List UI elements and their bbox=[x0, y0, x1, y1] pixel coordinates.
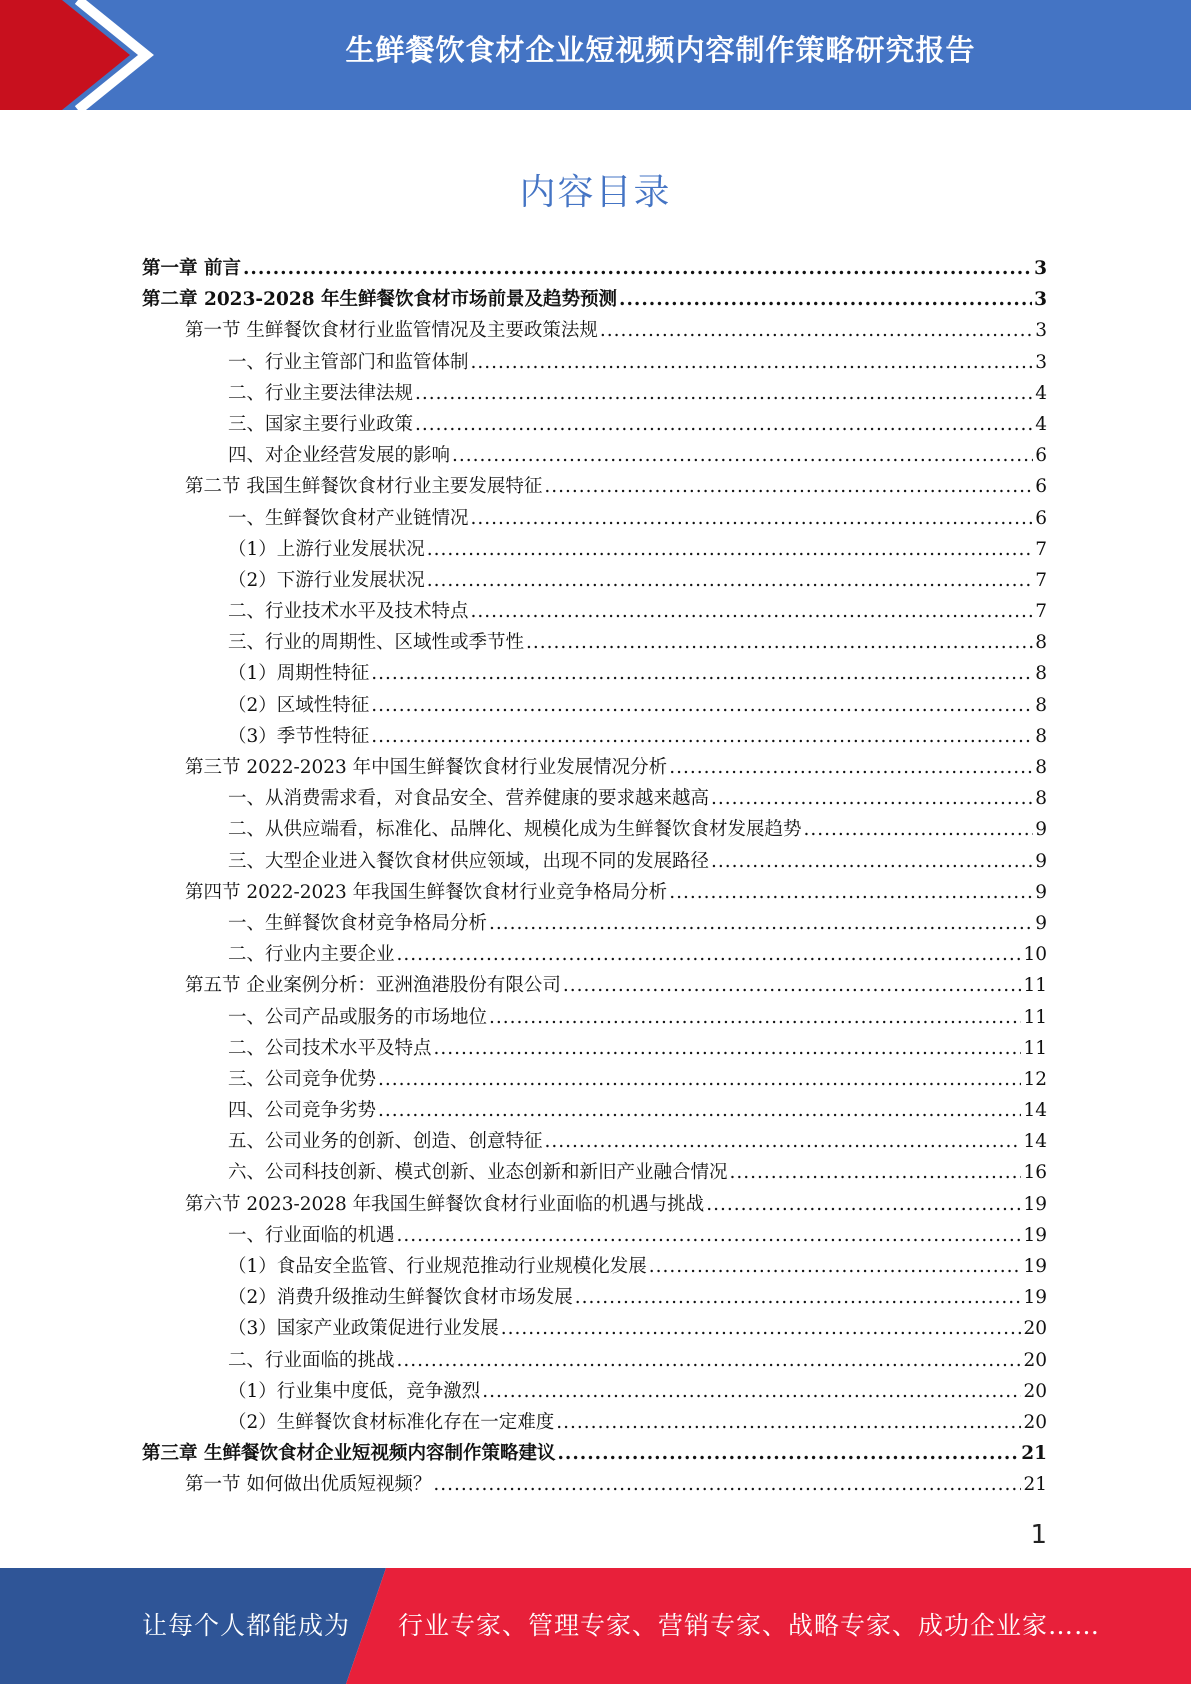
toc-entry-page: 8 bbox=[1035, 663, 1047, 685]
toc-entry-page: 20 bbox=[1023, 1318, 1047, 1340]
toc-entry[interactable] bbox=[142, 1221, 1047, 1252]
page-footer bbox=[0, 1568, 1191, 1684]
toc-entry[interactable] bbox=[142, 285, 1047, 316]
toc-entry-page: 14 bbox=[1023, 1131, 1047, 1153]
toc-entry-page: 8 bbox=[1035, 725, 1047, 747]
toc-entry-page: 7 bbox=[1035, 569, 1047, 591]
page-header bbox=[0, 0, 1191, 110]
toc-entry-page: 3 bbox=[1035, 351, 1047, 373]
toc-entry[interactable] bbox=[142, 566, 1047, 597]
toc-entry-page: 8 bbox=[1035, 694, 1047, 716]
toc-dot-leader bbox=[243, 258, 1032, 279]
toc-entry-title: 三、大型企业进入餐饮食材供应领域，出现不同的发展路径 bbox=[228, 850, 710, 872]
toc-entry[interactable] bbox=[142, 1065, 1047, 1096]
toc-entry-page: 14 bbox=[1023, 1100, 1047, 1122]
toc-entry-page: 6 bbox=[1035, 507, 1047, 529]
toc-dot-leader bbox=[482, 1381, 1021, 1402]
toc-entry-title: 一、生鲜餐饮食材产业链情况 bbox=[228, 507, 469, 529]
toc-entry[interactable] bbox=[142, 316, 1047, 347]
toc-dot-leader bbox=[711, 788, 1033, 809]
toc-entry-page: 9 bbox=[1035, 881, 1047, 903]
toc-entry-page: 9 bbox=[1035, 912, 1047, 934]
toc-dot-leader bbox=[397, 944, 1022, 965]
toc-entry-page: 20 bbox=[1023, 1380, 1047, 1402]
toc-entry-page: 11 bbox=[1023, 1006, 1047, 1028]
toc-entry-title: （2）下游行业发展状况 bbox=[228, 569, 425, 591]
toc-dot-leader bbox=[804, 819, 1034, 840]
toc-entry-title: （1）周期性特征 bbox=[228, 663, 370, 685]
toc-entry-title: 第三章 生鲜餐饮食材企业短视频内容制作策略建议 bbox=[142, 1443, 556, 1465]
toc-entry[interactable] bbox=[142, 722, 1047, 753]
toc-entry-title: （2）区域性特征 bbox=[228, 694, 370, 716]
toc-entry-title: （3）国家产业政策促进行业发展 bbox=[228, 1318, 499, 1340]
toc-entry-title: 第二节 我国生鲜餐饮食材行业主要发展特征 bbox=[185, 476, 543, 498]
header-title: 生鲜餐饮食材企业短视频内容制作策略研究报告 bbox=[345, 33, 976, 67]
toc-entry[interactable] bbox=[142, 254, 1047, 285]
toc-entry-title: （1）食品安全监管、行业规范推动行业规模化发展 bbox=[228, 1256, 647, 1277]
toc-entry[interactable] bbox=[142, 1127, 1047, 1158]
toc-dot-leader bbox=[378, 1069, 1021, 1090]
toc-dot-leader bbox=[526, 632, 1033, 653]
toc-entry-page: 8 bbox=[1035, 757, 1047, 778]
toc-entry-title: 第一节 如何做出优质短视频？ bbox=[185, 1474, 432, 1496]
toc-entry[interactable] bbox=[142, 847, 1047, 878]
toc-dot-leader bbox=[471, 352, 1034, 373]
page-number: 1 bbox=[1030, 1520, 1047, 1550]
toc-entry-title: 二、从供应端看，标准化、品牌化、规模化成为生鲜餐饮食材发展趋势 bbox=[228, 819, 802, 841]
toc-entry[interactable] bbox=[142, 784, 1047, 815]
toc-entry-title: 第一章 前言 bbox=[142, 258, 241, 279]
toc-entry[interactable] bbox=[142, 1470, 1047, 1501]
toc-entry[interactable] bbox=[142, 909, 1047, 940]
toc-entry-title: （2）消费升级推动生鲜餐饮食材市场发展 bbox=[228, 1287, 573, 1309]
toc-dot-leader bbox=[711, 851, 1033, 872]
toc-entry[interactable] bbox=[142, 1252, 1047, 1283]
toc-entry[interactable] bbox=[142, 472, 1047, 503]
toc-entry[interactable] bbox=[142, 628, 1047, 659]
toc-entry[interactable] bbox=[142, 1377, 1047, 1408]
toc-dot-leader bbox=[471, 601, 1034, 622]
toc-entry-page: 4 bbox=[1035, 382, 1047, 404]
toc-dot-leader bbox=[397, 1225, 1022, 1246]
toc-entry-page: 20 bbox=[1023, 1349, 1047, 1371]
toc-entry-page: 10 bbox=[1023, 944, 1047, 966]
toc-dot-leader bbox=[452, 445, 1033, 466]
toc-entry-page: 19 bbox=[1023, 1193, 1047, 1215]
toc-entry-page: 6 bbox=[1035, 445, 1047, 467]
toc-dot-leader bbox=[471, 508, 1034, 529]
toc-entry-title: 第二章 2023-2028 年生鲜餐饮食材市场前景及趋势预测 bbox=[142, 289, 618, 311]
toc-entry-page: 11 bbox=[1023, 975, 1047, 997]
toc-dot-leader bbox=[371, 695, 1033, 716]
toc-entry[interactable] bbox=[142, 1003, 1047, 1034]
toc-entry-title: 二、公司技术水平及特点 bbox=[228, 1037, 432, 1059]
toc-entry-title: 第六节 2023-2028 年我国生鲜餐饮食材行业面临的机遇与挑战 bbox=[185, 1193, 705, 1215]
toc-entry[interactable] bbox=[142, 504, 1047, 535]
toc-entry-title: （3）季节性特征 bbox=[228, 725, 370, 747]
toc-entry-page: 20 bbox=[1023, 1411, 1047, 1433]
toc-dot-leader bbox=[434, 1038, 1022, 1059]
toc-entry-page: 8 bbox=[1035, 788, 1047, 810]
toc-dot-leader bbox=[557, 1443, 1019, 1464]
toc-entry-page: 7 bbox=[1035, 538, 1047, 560]
toc-entry-page: 3 bbox=[1034, 289, 1047, 311]
toc-entry-title: 五、公司业务的创新、创造、创意特征 bbox=[228, 1131, 543, 1153]
toc-entry-page: 21 bbox=[1023, 1474, 1047, 1496]
toc-entry-title: 三、国家主要行业政策 bbox=[228, 413, 414, 435]
footer-slogan-right: 行业专家、管理专家、营销专家、战略专家、成功企业家…… bbox=[398, 1611, 1101, 1640]
toc-entry[interactable] bbox=[142, 441, 1047, 472]
toc-dot-leader bbox=[489, 1007, 1021, 1028]
toc-entry[interactable] bbox=[142, 1283, 1047, 1314]
toc-dot-leader bbox=[397, 1350, 1022, 1371]
toc-dot-leader bbox=[669, 757, 1033, 778]
toc-dot-leader bbox=[544, 476, 1033, 497]
toc-entry[interactable] bbox=[142, 1439, 1047, 1470]
toc-dot-leader bbox=[575, 1287, 1022, 1308]
toc-dot-leader bbox=[730, 1162, 1022, 1183]
toc-dot-leader bbox=[501, 1318, 1022, 1339]
toc-dot-leader bbox=[563, 975, 1022, 996]
toc-entry[interactable] bbox=[142, 379, 1047, 410]
toc-entry[interactable] bbox=[142, 691, 1047, 722]
toc-entry[interactable] bbox=[142, 1408, 1047, 1439]
toc-dot-leader bbox=[427, 539, 1033, 560]
toc-dot-leader bbox=[706, 1194, 1021, 1215]
toc-dot-leader bbox=[415, 383, 1033, 404]
toc-entry-page: 8 bbox=[1035, 632, 1047, 654]
toc-entry-page: 4 bbox=[1035, 413, 1047, 435]
toc-entry[interactable] bbox=[142, 1346, 1047, 1377]
toc-entry-title: 四、公司竞争劣势 bbox=[228, 1100, 377, 1122]
toc-dot-leader bbox=[556, 1412, 1021, 1433]
table-of-contents bbox=[142, 254, 1047, 1502]
toc-entry-title: 三、行业的周期性、区域性或季节性 bbox=[228, 632, 525, 654]
toc-entry-title: 二、行业主要法律法规 bbox=[228, 382, 414, 404]
toc-entry-title: 一、行业面临的机遇 bbox=[228, 1224, 395, 1246]
toc-entry-title: 二、行业技术水平及技术特点 bbox=[228, 601, 469, 623]
toc-entry[interactable] bbox=[142, 815, 1047, 846]
toc-entry-page: 9 bbox=[1035, 850, 1047, 872]
toc-entry-title: （1）上游行业发展状况 bbox=[228, 538, 425, 560]
toc-entry-page: 3 bbox=[1035, 320, 1047, 342]
toc-entry[interactable] bbox=[142, 1158, 1047, 1189]
toc-dot-leader bbox=[427, 570, 1033, 591]
toc-entry-page: 21 bbox=[1021, 1443, 1047, 1465]
toc-entry-title: 第四节 2022-2023 年我国生鲜餐饮食材行业竞争格局分析 bbox=[185, 881, 668, 903]
toc-entry-title: 三、公司竞争优势 bbox=[228, 1068, 377, 1090]
toc-entry[interactable] bbox=[142, 878, 1047, 909]
toc-entry[interactable] bbox=[142, 597, 1047, 628]
toc-entry[interactable] bbox=[142, 535, 1047, 566]
toc-entry-title: 一、生鲜餐饮食材竞争格局分析 bbox=[228, 912, 488, 934]
toc-entry-page: 9 bbox=[1035, 819, 1047, 841]
toc-entry[interactable] bbox=[142, 940, 1047, 971]
toc-entry-title: 一、行业主管部门和监管体制 bbox=[228, 351, 469, 373]
toc-entry[interactable] bbox=[142, 1314, 1047, 1345]
toc-entry-title: 第一节 生鲜餐饮食材行业监管情况及主要政策法规 bbox=[185, 320, 598, 342]
toc-entry-page: 19 bbox=[1023, 1256, 1047, 1277]
toc-entry-page: 3 bbox=[1034, 258, 1047, 279]
toc-dot-leader bbox=[378, 1100, 1021, 1121]
toc-entry-title: 四、对企业经营发展的影响 bbox=[228, 445, 451, 467]
toc-entry-title: 一、公司产品或服务的市场地位 bbox=[228, 1006, 488, 1028]
toc-entry-page: 7 bbox=[1035, 601, 1047, 623]
toc-dot-leader bbox=[649, 1256, 1022, 1277]
toc-entry-page: 16 bbox=[1023, 1162, 1047, 1184]
toc-dot-leader bbox=[415, 414, 1033, 435]
toc-dot-leader bbox=[489, 913, 1033, 934]
toc-title: 内容目录 bbox=[519, 172, 672, 213]
toc-dot-leader bbox=[433, 1474, 1021, 1495]
toc-dot-leader bbox=[669, 882, 1033, 903]
toc-entry-page: 11 bbox=[1023, 1037, 1047, 1059]
toc-entry-title: 第五节 企业案例分析：亚洲渔港股份有限公司 bbox=[185, 975, 561, 997]
toc-dot-leader bbox=[600, 320, 1033, 341]
toc-entry[interactable] bbox=[142, 659, 1047, 690]
toc-entry-title: 二、行业内主要企业 bbox=[228, 944, 395, 966]
toc-entry[interactable] bbox=[142, 971, 1047, 1002]
toc-entry-page: 19 bbox=[1023, 1224, 1047, 1246]
toc-entry[interactable] bbox=[142, 348, 1047, 379]
toc-entry[interactable] bbox=[142, 410, 1047, 441]
toc-entry-title: 第三节 2022-2023 年中国生鲜餐饮食材行业发展情况分析 bbox=[185, 757, 668, 778]
toc-dot-leader bbox=[545, 1131, 1022, 1152]
toc-dot-leader bbox=[371, 663, 1033, 684]
toc-entry-title: 二、行业面临的挑战 bbox=[228, 1349, 395, 1371]
toc-entry-title: 六、公司科技创新、模式创新、业态创新和新旧产业融合情况 bbox=[228, 1162, 728, 1184]
toc-dot-leader bbox=[619, 289, 1032, 310]
toc-dot-leader bbox=[371, 726, 1033, 747]
toc-entry-page: 6 bbox=[1035, 476, 1047, 498]
toc-entry[interactable] bbox=[142, 1190, 1047, 1221]
toc-entry-title: （1）行业集中度低，竞争激烈 bbox=[228, 1380, 481, 1402]
toc-entry-title: 一、从消费需求看，对食品安全、营养健康的要求越来越高 bbox=[228, 788, 710, 810]
toc-entry-title: （2）生鲜餐饮食材标准化存在一定难度 bbox=[228, 1411, 555, 1433]
toc-entry[interactable] bbox=[142, 1034, 1047, 1065]
toc-entry-page: 19 bbox=[1023, 1287, 1047, 1309]
toc-entry[interactable] bbox=[142, 1096, 1047, 1127]
footer-slogan-left: 让每个人都能成为 bbox=[142, 1611, 351, 1640]
toc-entry-page: 12 bbox=[1023, 1068, 1047, 1090]
toc-entry[interactable] bbox=[142, 753, 1047, 784]
